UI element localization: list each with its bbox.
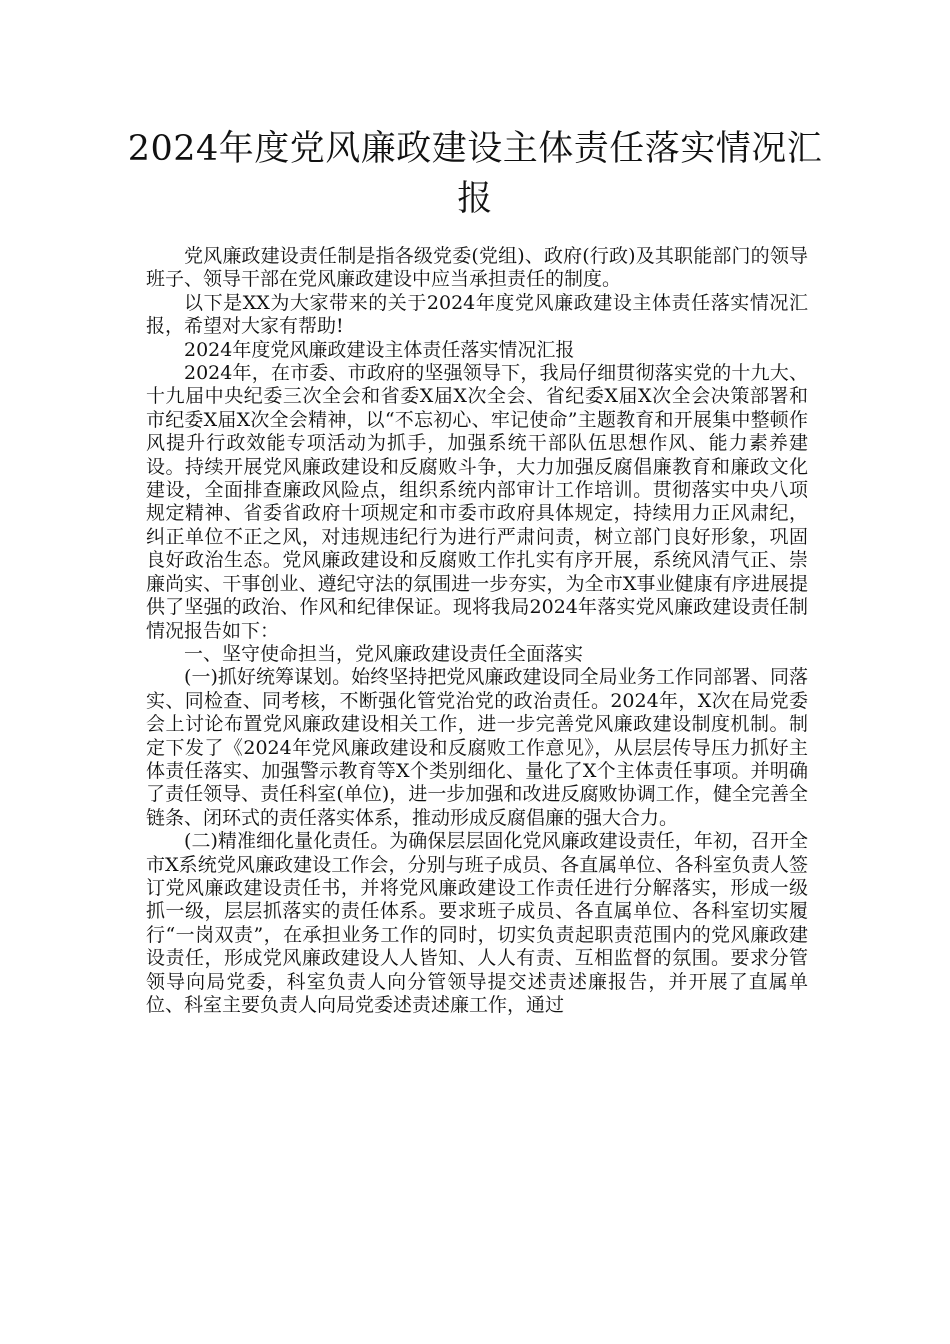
paragraph-introduction: 以下是XX为大家带来的关于2024年度党风廉政建设主体责任落实情况汇报，希望对大家有帮助! [146,291,808,338]
document-title: 2024年度党风廉政建设主体责任落实情况汇报 [127,129,823,219]
paragraph-overview: 2024年，在市委、市政府的坚强领导下，我局仔细贯彻落实党的十九大、十九届中央纪委三次全会和省委X届X次全会、省纪委X届X次全会决策部署和市纪委X届X次全会精神，以“不忘初心、牢记使命”主题教育和开展集中整顿作风提升行政效能专项活动为抓手，加强系统干部队伍思想作风、能力素养建设。持续开展党风廉政建设和反腐败斗争，大力加强反腐倡廉教育和廉政文化建设，全面排查廉政风险点，组织系统内部审计工作培训。贯彻落实中央八项规定精神、省委省政府十项规定和市委市政府具体规定，持续用力正风肃纪，纠正单位不正之风，对违规违纪行为进行严肃问责，树立部门良好形象，巩固良好政治生态。党风廉政建设和反腐败工作扎实有序开展，系统风清气正、崇廉尚实、干事创业、遵纪守法的氛围进一步夯实，为全市X事业健康有序进展提供了坚强的政治、作风和纪律保证。现将我局2024年落实党风廉政建设责任制情况报告如下： [146,362,808,642]
paragraph-planning: (一)抓好统筹谋划。始终坚持把党风廉政建设同全局业务工作同部署、同落实、同检查、同考核，不断强化管党治党的政治责任。2024年，X次在局党委会上讨论布置党风廉政建设相关工作，进一步完善党风廉政建设制度机制。制定下发了《2024年党风廉政建设和反腐败工作意见》，从层层传导压力抓好主体责任落实、加强警示教育等X个类别细化、量化了X个主体责任事项。并明确了责任领导、责任科室(单位)，进一步加强和改进反腐败协调工作，健全完善全链条、闭环式的责任落实体系，推动形成反腐倡廉的强大合力。 [146,666,808,829]
paragraph-responsibility: (二)精准细化量化责任。为确保层层固化党风廉政建设责任，年初，召开全市X系统党风廉政建设工作会，分别与班子成员、各直属单位、各科室负责人签订党风廉政建设责任书，并将党风廉政建设工作责任进行分解落实，形成一级抓一级，层层抓落实的责任体系。要求班子成员、各直属单位、各科室切实履行“一岗双责”，在承担业务工作的同时，切实负责起职责范围内的党风廉政建设责任，形成党风廉政建设人人皆知、人人有责、互相监督的氛围。要求分管领导向局党委，科室负责人向分管领导提交述责述廉报告，并开展了直属单位、科室主要负责人向局党委述责述廉工作，通过 [146,830,808,1016]
document-body [146,245,808,1017]
paragraph-report-heading: 2024年度党风廉政建设主体责任落实情况汇报 [184,338,575,361]
paragraph-definition: 党风廉政建设责任制是指各级党委(党组)、政府(行政)及其职能部门的领导班子、领导干部在党风廉政建设中应当承担责任的制度。 [146,245,808,291]
section-heading-one: 一、坚守使命担当，党风廉政建设责任全面落实 [184,642,584,665]
